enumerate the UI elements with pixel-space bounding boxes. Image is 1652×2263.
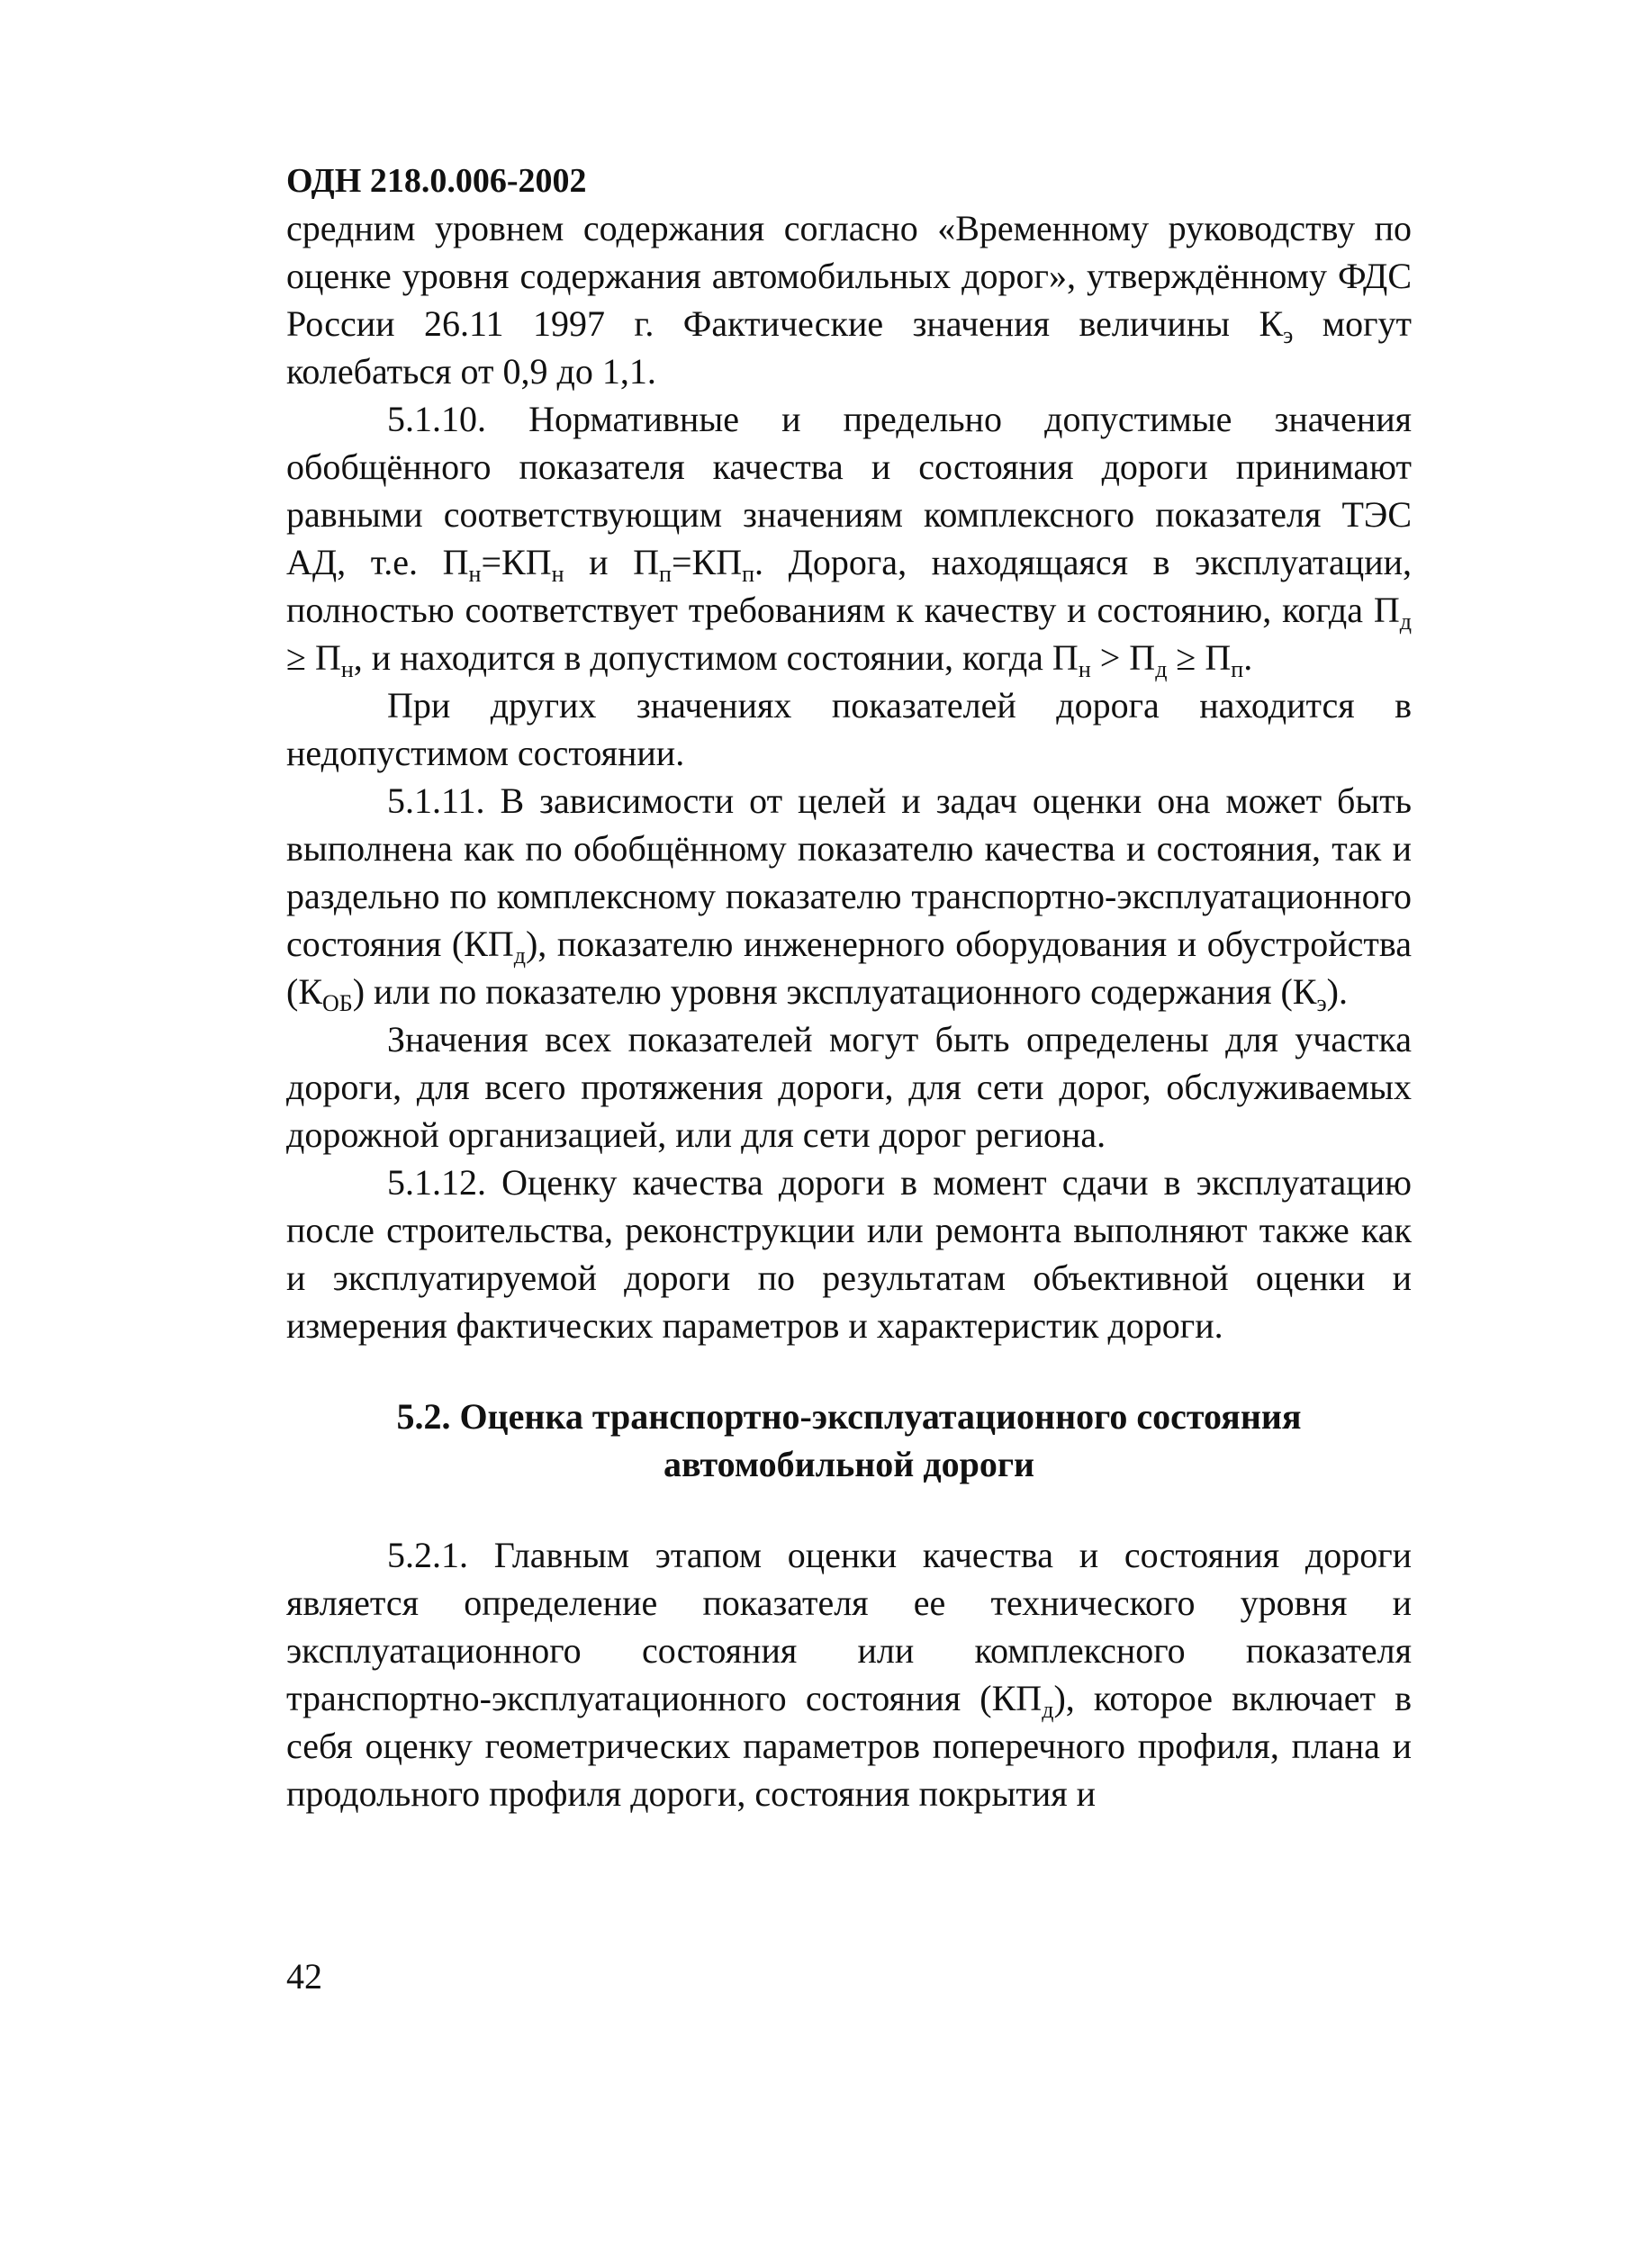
- paragraph-continued: средним уровнем содержания согласно «Временному руководству по оценке уровня содержания автомобильных дорог», утверждённому ФДС России 26.11 1997 г. Фактические значения величины $К_э$ могут колебаться от 0,9 до 1,1.: [286, 208, 1412, 392]
- paragraph-5-1-12: 5.1.12. Оценку качества дороги в момент сдачи в эксплуатацию после строительства, реконструкции или ремонта выполняют также как и эксплуатируемой дороги по результатам объективной оценки и измерения фактических параметров и характеристик дороги.: [286, 1162, 1412, 1346]
- paragraph-5-1-11: 5.1.11. В зависимости от целей и задач оценки она может быть выполнена как по обобщённому показателю качества и состояния, так и раздельно по комплексному показателю транспортно-эксплуатационного состояния $(КП_д)$, показателю инженерного оборудования и обустройства $(К_{ОБ})$ или по показателю уровня эксплуатационного содержания $(К_э)$.: [286, 780, 1412, 1016]
- document-id: ОДН 218.0.006-2002: [286, 162, 587, 200]
- paragraph-values-scope: Значения всех показателей могут быть определены для участка дороги, для всего протяжения дороги, для сети дорог, обслуживаемых дорожной организацией, или для сети дорог региона.: [286, 1019, 1412, 1155]
- section-title: 5.2. Оценка транспортно-эксплуатационного состояния автомобильной дороги: [396, 1396, 1302, 1484]
- paragraph-5-2-1: 5.2.1. Главным этапом оценки качества и состояния дороги является определение показателя ее технического уровня и эксплуатационного состояния или комплексного показателя транспортно-эксплуатационного состояния $(КП_д)$, которое включает в себя оценку геометрических параметров поперечного профиля, плана и продольного профиля дороги, состояния покрытия и: [286, 1535, 1412, 1814]
- paragraph-other-values: При других значениях показателей дорога находится в недопустимом состоянии.: [286, 685, 1412, 773]
- page-number: 42: [286, 1956, 322, 1997]
- paragraph-5-1-10: 5.1.10. Нормативные и предельно допустимые значения обобщённого показателя качества и состояния дороги принимают равными соответствующим значениям комплексного показателя ТЭС АД, т.е. $П_н=КП_н$ и $П_п=КП_п$. Дорога, находящаяся в эксплуатации, полностью соответствует требованиям к качеству и состоянию, когда $П_д \ge П_н$, и находится в допустимом состоянии, когда $П_н > П_д \ge П_п$.: [286, 399, 1412, 682]
- document-page: [286, 158, 1412, 1817]
